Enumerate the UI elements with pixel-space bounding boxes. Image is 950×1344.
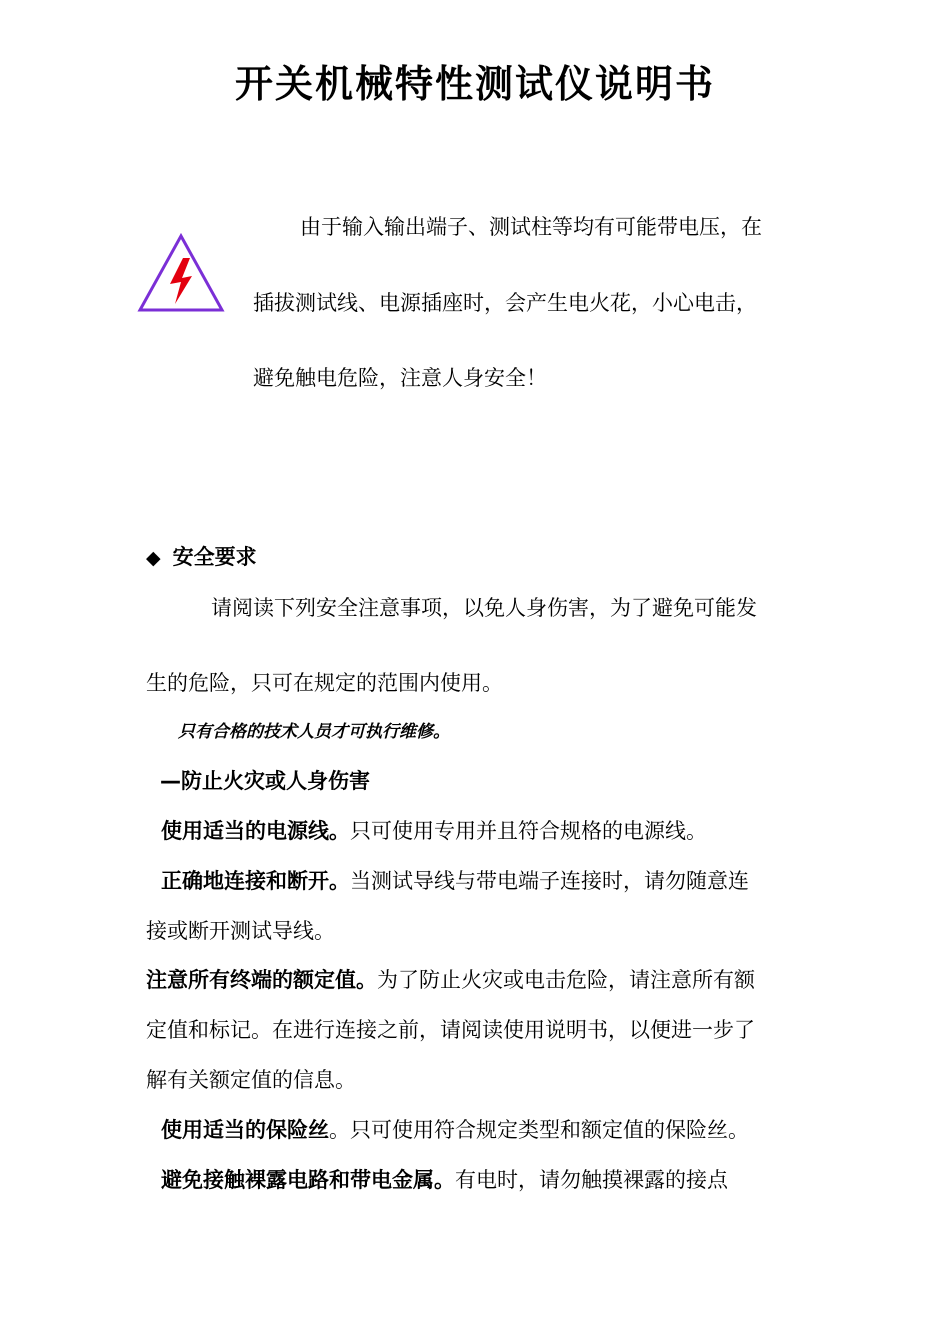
section-heading-text: 安全要求 (172, 545, 257, 569)
warning-line-1: 由于输入输出端子、测试柱等均有可能带电压，在 (300, 215, 762, 239)
item-lead: 使用适当的电源线。 (161, 819, 350, 843)
item-lead: 使用适当的保险丝 (161, 1118, 329, 1142)
item-fuse (161, 1115, 749, 1145)
maintenance-note: 只有合格的技术人员才可执行维修。 (178, 722, 450, 742)
item-ratings (146, 965, 755, 995)
intro-line-1: 请阅读下列安全注意事项，以免人身伤害，为了避免可能发 (211, 596, 757, 620)
section-heading (146, 542, 257, 573)
item-lead: 注意所有终端的额定值。 (146, 968, 377, 992)
item-connect (161, 866, 749, 896)
diamond-bullet-icon: ◆ (146, 547, 161, 569)
item-exposed-circuit (161, 1165, 728, 1195)
item-text: 当测试导线与带电端子连接时，请勿随意连 (350, 869, 749, 893)
warning-line-3: 避免触电危险，注意人身安全！ (253, 366, 547, 390)
item-ratings-continuation-1: 定值和标记。在进行连接之前，请阅读使用说明书，以便进一步了 (146, 1018, 755, 1042)
item-text: 有电时，请勿触摸裸露的接点 (455, 1168, 728, 1192)
item-lead: 避免接触裸露电路和带电金属。 (161, 1168, 455, 1192)
item-ratings-continuation-2: 解有关额定值的信息。 (146, 1068, 356, 1092)
item-power-cord (161, 816, 707, 846)
item-text: 只可使用专用并且符合规格的电源线。 (350, 819, 707, 843)
lightning-bolt (170, 258, 192, 304)
document-title: 开关机械特性测试仪说明书 (234, 62, 715, 106)
item-lead: 正确地连接和断开。 (161, 869, 350, 893)
warning-line-2: 插拔测试线、电源插座时，会产生电火花，小心电击， (253, 291, 757, 315)
high-voltage-warning-icon (136, 232, 226, 314)
item-text: 。只可使用符合规定类型和额定值的保险丝。 (329, 1118, 749, 1142)
subheading: —防止火灾或人身伤害 (160, 769, 370, 793)
item-text: 为了防止火灾或电击危险，请注意所有额 (377, 968, 755, 992)
intro-line-2: 生的危险，只可在规定的范围内使用。 (146, 671, 503, 695)
item-connect-continuation: 接或断开测试导线。 (146, 919, 335, 943)
